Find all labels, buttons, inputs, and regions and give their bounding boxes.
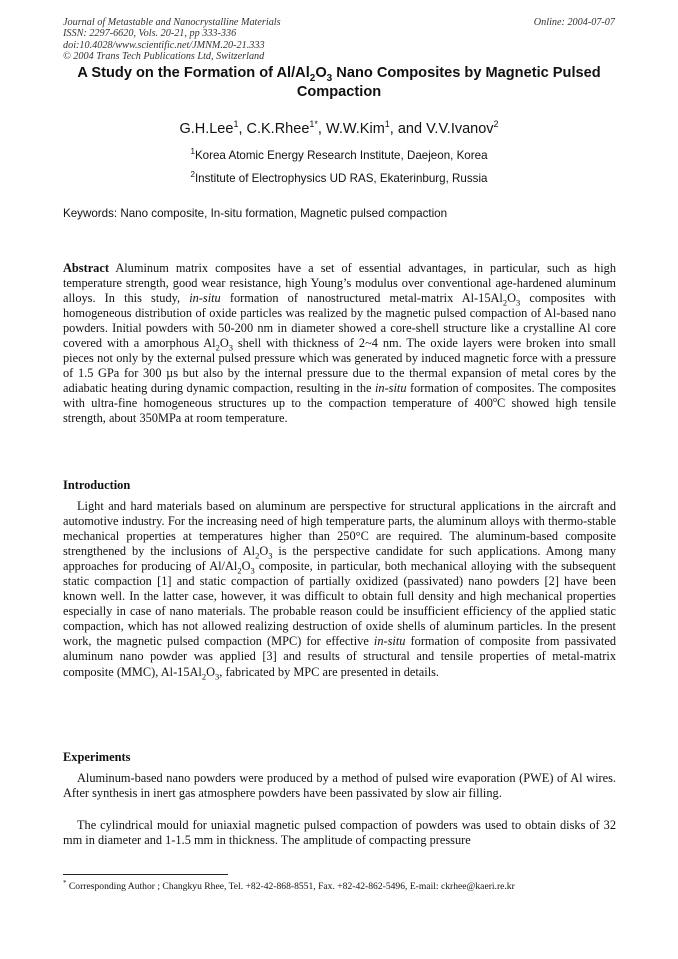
affiliation-mark: 1 bbox=[190, 147, 195, 157]
keywords: Keywords: Nano composite, In-situ formation, Magnetic pulsed compaction bbox=[63, 207, 448, 220]
footnote-mark: * bbox=[63, 878, 67, 887]
subscript: 3 bbox=[228, 342, 233, 353]
intro-text: , fabricated by MPC are presented in details. bbox=[219, 664, 440, 679]
subscript: 3 bbox=[268, 550, 273, 561]
subscript: 3 bbox=[516, 297, 521, 308]
intro-text: O bbox=[206, 664, 216, 679]
abstract-italic: in-situ bbox=[189, 291, 221, 306]
online-date: Online: 2004-07-07 bbox=[533, 17, 615, 28]
intro-text: O bbox=[259, 544, 269, 559]
title-sub: 2 bbox=[309, 72, 316, 84]
subscript: 2 bbox=[502, 297, 508, 308]
author-affiliation-mark: 2 bbox=[493, 119, 499, 130]
introduction-heading: Introduction bbox=[63, 478, 131, 492]
journal-header bbox=[63, 17, 615, 62]
journal-copyright: © 2004 Trans Tech Publications Ltd, Switzerland bbox=[63, 50, 265, 62]
author-name: W.W.Kim bbox=[325, 121, 385, 137]
author-affiliation-mark: 1 bbox=[233, 119, 239, 130]
abstract-text: shell with thickness of 2~4 nm. The oxide layers were broken into small pieces not only by the external pulsed pressure which was generated by induced magnetic force with a pressure of 1.5 GPa for 300 µs but also by the internal pressure due to the thermal expansion of metal cores by the adiabatic heating during dynamic compaction, resulting in the bbox=[63, 336, 616, 396]
journal-doi: doi:10.4028/www.scientific.net/JMNM.20-21.333 bbox=[63, 39, 265, 51]
abstract-text: composites with homogeneous distribution of oxide particles was realized by the magnetic pulsed compaction of Al-based nano powders. Initial powders with 50-200 nm in diameter showed a core-shell structure like a crystalline Al core covered with a amorphous Al bbox=[63, 291, 616, 351]
intro-text: Light and hard materials based on aluminum are perspective for structural applications in the aircraft and automotive industry. For the increasing need of high temperature parts, the aluminum alloys with thermo-stable mechanical properties at temperatures higher than 250°C are required. The aluminum-based composite strengthened by the inclusions of Al bbox=[63, 499, 616, 559]
experiments-paragraph-2: The cylindrical mould for uniaxial magnetic pulsed compaction of powders was used to obtain disks of 32 mm in diameter and 1-1.5 mm in thickness. The amplitude of compacting pressure bbox=[63, 818, 616, 848]
superscript: o bbox=[492, 395, 497, 405]
title-text: Nano Composites by Magnetic Pulsed Compaction bbox=[296, 65, 601, 100]
author-name: C.K.Rhee bbox=[246, 121, 310, 137]
abstract-text: formation of nanostructured metal-matrix Al-15Al bbox=[220, 291, 503, 306]
intro-text: formation of composite from passivated aluminum nano powder was applied [3] and results of structural and tensile properties of metal-matrix composite (MMC), Al-15Al bbox=[63, 634, 616, 679]
title-text: A Study on the Formation of Al/Al bbox=[77, 65, 310, 81]
author-name: and V.V.Ivanov bbox=[397, 121, 494, 137]
title-sub: 3 bbox=[326, 72, 333, 84]
footnote-text: Corresponding Author ; Changkyu Rhee, Tel. +82-42-868-8551, Fax. +82-42-862-5496, E-mail: ckrhee@kaeri.re.kr bbox=[66, 881, 515, 892]
abstract-paragraph bbox=[63, 261, 616, 427]
affiliation-text: Korea Atomic Energy Research Institute, Daejeon, Korea bbox=[194, 149, 488, 162]
abstract-text: O bbox=[219, 336, 229, 351]
subscript: 2 bbox=[201, 670, 207, 681]
abstract-italic: in-situ bbox=[374, 381, 407, 396]
affiliation-text: Institute of Electrophysics UD RAS, Ekaterinburg, Russia bbox=[194, 172, 488, 185]
affiliation-1 bbox=[60, 148, 618, 163]
abstract-text: O bbox=[507, 291, 517, 306]
intro-italic: in-situ bbox=[373, 634, 406, 649]
subscript: 3 bbox=[250, 565, 255, 576]
journal-name: Journal of Metastable and Nanocrystalline Materials bbox=[63, 17, 281, 28]
author-affiliation-mark: 1 bbox=[384, 119, 390, 130]
footnote-divider bbox=[63, 874, 228, 875]
intro-text: is the perspective candidate for such applications. Among many approaches for producing of Al/Al bbox=[63, 544, 617, 574]
author-name: G.H.Lee bbox=[179, 121, 234, 137]
abstract-text: formation of composites. The composites with ultra-fine homogeneous structures up to the compaction temperature of 400 bbox=[63, 381, 616, 411]
subscript: 3 bbox=[215, 670, 220, 681]
intro-text: composite, in particular, both mechanical alloying with the subsequent static compaction [1] and static compaction of partially oxidized (passivated) nano powders [2] have been known well. In the latter case, however, it was difficult to obtain full density and high mechanical properties especially in case of nano materials. The probable reason could be insufficient efficiency of the applied static compaction, which has not allowed realizing destruction of oxide shells of aluminum particles. In the present work, the magnetic pulsed compaction (MPC) for effective bbox=[63, 559, 616, 649]
title-text: O bbox=[315, 65, 327, 81]
corresponding-author-footnote bbox=[63, 878, 623, 893]
journal-issn: ISSN: 2297-6620, Vols. 20-21, pp 333-336 bbox=[63, 28, 237, 40]
introduction-paragraph bbox=[63, 499, 616, 680]
subscript: 2 bbox=[255, 550, 260, 561]
intro-text: O bbox=[241, 559, 251, 574]
subscript: 2 bbox=[237, 565, 242, 576]
affiliation-2 bbox=[60, 171, 618, 186]
author-affiliation-mark: 1* bbox=[309, 119, 318, 130]
abstract-text: C showed high tensile strength, about 350MPa at room temperature. bbox=[63, 396, 616, 426]
experiments-heading: Experiments bbox=[63, 750, 131, 764]
abstract-text: Aluminum matrix composites have a set of essential advantages, in particular, such as high temperature strength, good wear resistance, high Young’s modulus over conventional age-hardened aluminum alloys. In this study, bbox=[63, 261, 616, 306]
affiliation-mark: 2 bbox=[190, 170, 195, 180]
subscript: 2 bbox=[215, 342, 220, 353]
paper-title bbox=[60, 64, 618, 102]
abstract-label: Abstract bbox=[63, 261, 109, 275]
experiments-paragraph-1: Aluminum-based nano powders were produced by a method of pulsed wire evaporation (PWE) of Al wires. After synthesis in inert gas atmosphere powders have been passivated by slow air filling. bbox=[63, 771, 616, 801]
author-list: G.H.Lee$^1$, C.K.Rhee$^{1*}$, W.W.Kim$^1$, and V.V.Ivanov$^2$ bbox=[179, 119, 499, 137]
